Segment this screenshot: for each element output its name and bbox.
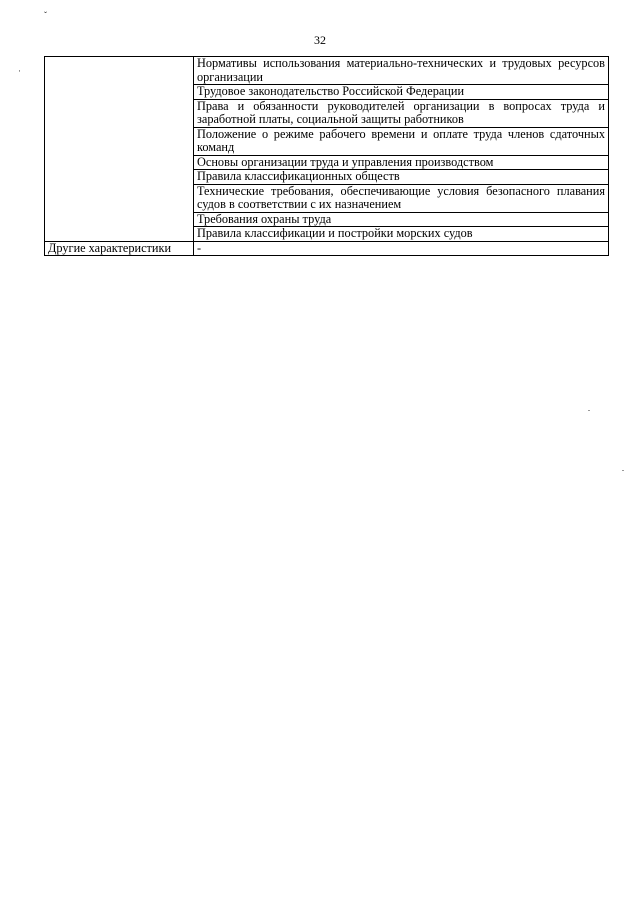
other-characteristics-value: -: [194, 241, 609, 256]
scan-mark: ˇ: [44, 10, 47, 20]
label-cell-empty: [45, 57, 194, 242]
scan-speck: [588, 410, 590, 411]
table-cell: Положение о режиме рабочего времени и оплате труда членов сдаточных команд: [194, 127, 609, 155]
table-cell: Трудовое законодательство Российской Федерации: [194, 85, 609, 100]
table-row-other: [45, 241, 609, 256]
page-number: 32: [314, 33, 326, 47]
table-cell: Права и обязанности руководителей организации в вопросах труда и заработной платы, социальной защиты работников: [194, 99, 609, 127]
scan-mark: ·: [18, 66, 21, 76]
table-cell: Нормативы использования материально-технических и трудовых ресурсов организации: [194, 57, 609, 85]
table-cell: Технические требования, обеспечивающие условия безопасного плавания судов в соответствии с их назначением: [194, 184, 609, 212]
table-cell: Основы организации труда и управления производством: [194, 155, 609, 170]
table-cell: Правила классификации и постройки морских судов: [194, 227, 609, 242]
scan-speck: [622, 470, 624, 471]
other-characteristics-label: Другие характеристики: [45, 241, 194, 256]
requirements-table: [44, 56, 609, 256]
table-cell: Требования охраны труда: [194, 212, 609, 227]
table-cell: Правила классификационных обществ: [194, 170, 609, 185]
table-row: [45, 57, 609, 85]
